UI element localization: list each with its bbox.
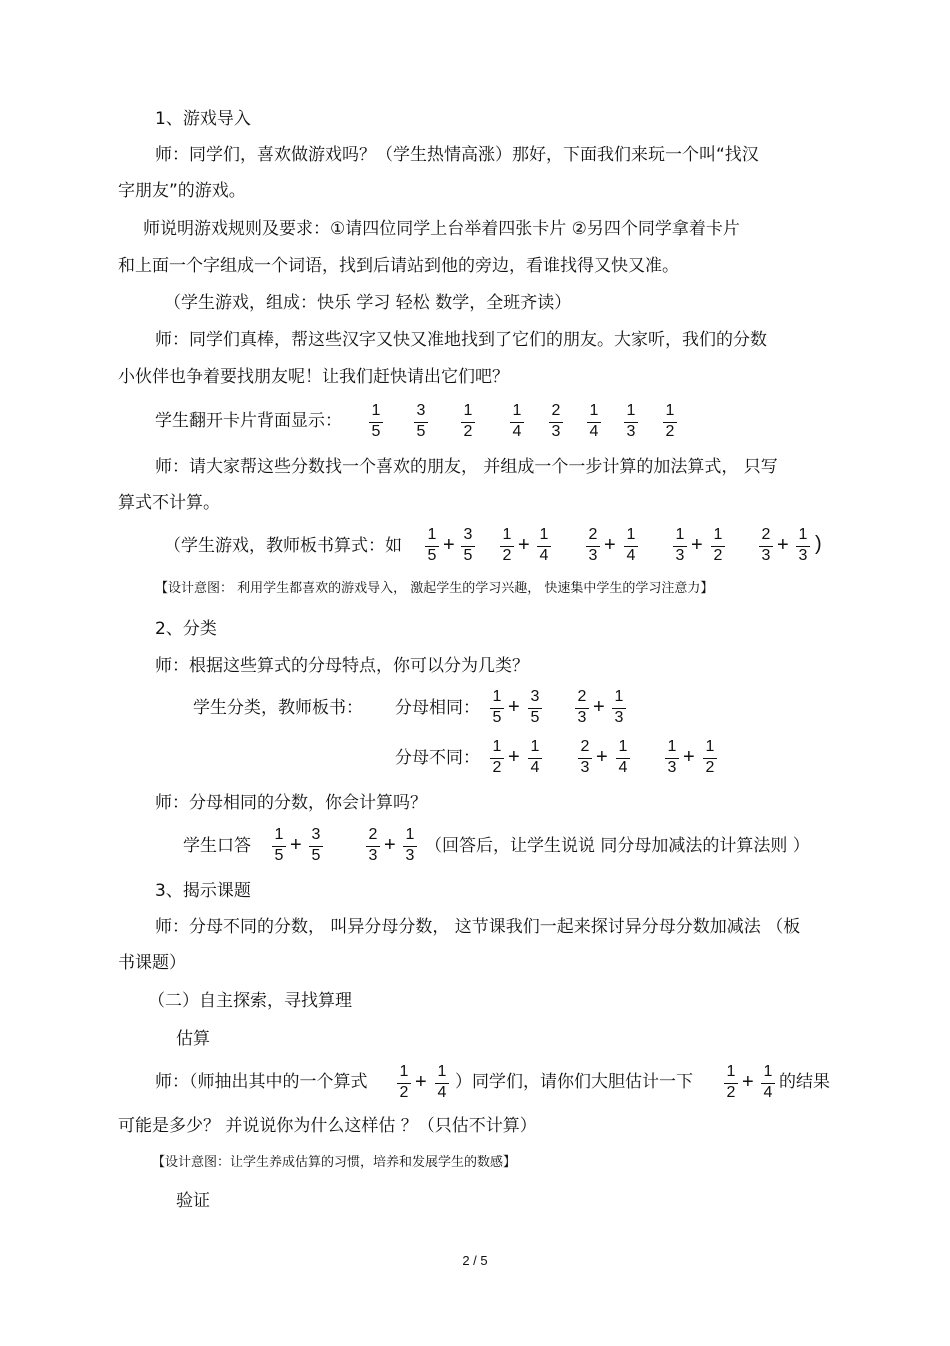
fraction-numerator: 1 — [530, 738, 540, 755]
fraction — [366, 402, 386, 442]
fraction — [534, 526, 554, 566]
fraction — [546, 402, 566, 442]
plus-sign: + — [596, 746, 608, 768]
fraction-numerator: 3 — [530, 688, 540, 705]
text-line: 验证 — [176, 1191, 210, 1211]
text-line: 分母相同： — [395, 698, 480, 718]
fraction — [583, 526, 603, 566]
page-number: 2 / 5 — [462, 1253, 488, 1268]
fraction — [662, 738, 682, 778]
text-line: （学生游戏，教师板书算式：如 — [164, 536, 402, 556]
fraction-numerator: 1 — [675, 526, 685, 543]
text-line: 字朋友”的游戏。 — [118, 181, 246, 201]
plus-sign: + — [384, 834, 396, 856]
fraction-denominator: 3 — [588, 547, 598, 564]
fraction — [394, 1063, 414, 1103]
fraction-numerator: 1 — [626, 526, 636, 543]
fraction-denominator: 2 — [713, 547, 723, 564]
fraction-denominator: 2 — [705, 759, 715, 776]
text-line: 师：（师抽出其中的一个算式 — [155, 1072, 368, 1092]
fraction-denominator: 3 — [761, 547, 771, 564]
text-line: 算式不计算。 — [118, 493, 220, 513]
fraction — [487, 688, 507, 728]
fraction-denominator: 4 — [512, 423, 522, 440]
fraction-denominator: 3 — [667, 759, 677, 776]
fraction-denominator: 4 — [539, 547, 549, 564]
plus-sign: + — [508, 746, 520, 768]
fraction-numerator: 1 — [626, 402, 636, 419]
plus-sign: + — [290, 834, 302, 856]
fraction-denominator: 3 — [675, 547, 685, 564]
fraction-denominator: 3 — [405, 847, 415, 864]
fraction-denominator: 5 — [530, 709, 540, 726]
text-line: 小伙伴也争着要找朋友呢！让我们赶快请出它们吧？ — [118, 367, 509, 387]
fraction-numerator: 1 — [437, 1063, 447, 1080]
text-line: 师：根据这些算式的分母特点，你可以分为几类？ — [155, 656, 529, 676]
fraction-numerator: 1 — [763, 1063, 773, 1080]
fraction — [756, 526, 776, 566]
text-line: 估算 — [176, 1029, 210, 1049]
fraction — [497, 526, 517, 566]
fraction-denominator: 2 — [492, 759, 502, 776]
fraction-denominator: 5 — [416, 423, 426, 440]
fraction-numerator: 2 — [577, 688, 587, 705]
fraction-denominator: 3 — [577, 709, 587, 726]
fraction-denominator: 2 — [726, 1084, 736, 1101]
plus-sign: + — [604, 534, 616, 556]
fraction — [400, 826, 420, 866]
plus-sign: + — [508, 696, 520, 718]
fraction — [609, 688, 629, 728]
fraction — [572, 688, 592, 728]
text-line: 学生翻开卡片背面显示： — [155, 411, 342, 431]
fraction-numerator: 1 — [399, 1063, 409, 1080]
fraction-numerator: 1 — [539, 526, 549, 543]
fraction — [708, 526, 728, 566]
fraction-numerator: 1 — [371, 402, 381, 419]
fraction-numerator: 1 — [427, 526, 437, 543]
fraction-numerator: 3 — [463, 526, 473, 543]
fraction-numerator: 2 — [588, 526, 598, 543]
fraction-denominator: 3 — [798, 547, 808, 564]
fraction — [411, 402, 431, 442]
fraction-numerator: 1 — [463, 402, 473, 419]
text-line: ）同学们，请你们大胆估计一下 — [455, 1072, 693, 1092]
fraction — [700, 738, 720, 778]
fraction-numerator: 1 — [667, 738, 677, 755]
fraction-denominator: 3 — [368, 847, 378, 864]
text-line: 学生分类，教师板书： — [193, 698, 363, 718]
plus-sign: + — [415, 1071, 427, 1093]
text-line: 师说明游戏规则及要求：①请四位同学上台举着四张卡片 ②另四个同学拿着卡片 — [143, 219, 740, 239]
fraction — [660, 402, 680, 442]
fraction — [670, 526, 690, 566]
plus-sign: + — [443, 534, 455, 556]
plus-sign: + — [518, 534, 530, 556]
text-line: 3、揭示课题 — [155, 881, 251, 901]
text-line: 师：同学们，喜欢做游戏吗？（学生热情高涨）那好，下面我们来玩一个叫“找汉 — [155, 145, 759, 165]
fraction-denominator: 2 — [502, 547, 512, 564]
plus-sign: + — [742, 1071, 754, 1093]
text-line: 1、游戏导入 — [155, 109, 251, 129]
fraction-numerator: 1 — [492, 738, 502, 755]
text-line: （学生游戏，组成：快乐 学习 轻松 数学，全班齐读） — [164, 293, 572, 313]
fraction-denominator: 3 — [614, 709, 624, 726]
fraction-denominator: 4 — [763, 1084, 773, 1101]
fraction — [458, 402, 478, 442]
fraction-denominator: 2 — [665, 423, 675, 440]
fraction — [458, 526, 478, 566]
fraction-numerator: 1 — [726, 1063, 736, 1080]
plus-sign: + — [691, 534, 703, 556]
fraction-numerator: 2 — [761, 526, 771, 543]
fraction — [575, 738, 595, 778]
fraction-numerator: 1 — [618, 738, 628, 755]
design-intent-note: 【设计意图： 利用学生都喜欢的游戏导入， 激起学生的学习兴趣， 快速集中学生的学习注意力】 — [155, 581, 714, 596]
text-line: 师：请大家帮这些分数找一个喜欢的朋友， 并组成一个一步计算的加法算式， 只写 — [155, 457, 778, 477]
fraction-denominator: 5 — [371, 423, 381, 440]
fraction-denominator: 4 — [530, 759, 540, 776]
fraction-numerator: 1 — [274, 826, 284, 843]
fraction — [584, 402, 604, 442]
fraction-numerator: 1 — [614, 688, 624, 705]
text-line: （回答后，让学生说说 同分母加减法的计算法则 ） — [425, 836, 810, 856]
fraction — [621, 402, 641, 442]
fraction — [621, 526, 641, 566]
fraction-numerator: 1 — [502, 526, 512, 543]
fraction — [613, 738, 633, 778]
fraction-denominator: 3 — [551, 423, 561, 440]
text-line: 可能是多少？ 并说说你为什么这样估 ？（只估不计算） — [118, 1116, 537, 1136]
plus-sign: + — [593, 696, 605, 718]
fraction — [758, 1063, 778, 1103]
fraction-denominator: 4 — [589, 423, 599, 440]
fraction-denominator: 5 — [311, 847, 321, 864]
fraction-numerator: 1 — [512, 402, 522, 419]
fraction — [525, 738, 545, 778]
fraction — [269, 826, 289, 866]
fraction-denominator: 3 — [626, 423, 636, 440]
fraction-denominator: 5 — [274, 847, 284, 864]
fraction-denominator: 2 — [399, 1084, 409, 1101]
text-line: 2、分类 — [155, 619, 217, 639]
fraction-numerator: 2 — [580, 738, 590, 755]
fraction-denominator: 5 — [427, 547, 437, 564]
text-line: 和上面一个字组成一个词语，找到后请站到他的旁边，看谁找得又快又准。 — [118, 256, 679, 276]
closing-paren: ) — [815, 533, 822, 555]
fraction — [422, 526, 442, 566]
fraction — [432, 1063, 452, 1103]
text-line: 师：同学们真棒，帮这些汉字又快又准地找到了它们的朋友。大家听，我们的分数 — [155, 330, 767, 350]
fraction-numerator: 2 — [368, 826, 378, 843]
fraction-numerator: 1 — [798, 526, 808, 543]
fraction-numerator: 3 — [416, 402, 426, 419]
fraction-denominator: 2 — [463, 423, 473, 440]
fraction — [306, 826, 326, 866]
text-line: 师：分母不同的分数， 叫异分母分数， 这节课我们一起来探讨异分母分数加减法 （板 — [155, 917, 801, 937]
fraction-denominator: 5 — [463, 547, 473, 564]
fraction-denominator: 3 — [580, 759, 590, 776]
text-line: 书课题） — [118, 953, 186, 973]
fraction-numerator: 1 — [405, 826, 415, 843]
text-line: 的结果 — [779, 1072, 830, 1092]
text-line: 师：分母相同的分数，你会计算吗？ — [155, 793, 427, 813]
design-intent-note: 【设计意图：让学生养成估算的习惯，培养和发展学生的数感】 — [152, 1155, 517, 1170]
text-line: 分母不同： — [395, 748, 480, 768]
fraction-denominator: 5 — [492, 709, 502, 726]
fraction — [721, 1063, 741, 1103]
fraction — [525, 688, 545, 728]
plus-sign: + — [683, 746, 695, 768]
fraction — [363, 826, 383, 866]
fraction-numerator: 1 — [705, 738, 715, 755]
fraction — [793, 526, 813, 566]
fraction — [487, 738, 507, 778]
fraction-denominator: 4 — [618, 759, 628, 776]
text-line: 学生口答 — [183, 836, 251, 856]
fraction-numerator: 3 — [311, 826, 321, 843]
plus-sign: + — [777, 534, 789, 556]
fraction-numerator: 1 — [589, 402, 599, 419]
fraction-numerator: 1 — [492, 688, 502, 705]
fraction-denominator: 4 — [437, 1084, 447, 1101]
fraction-numerator: 2 — [551, 402, 561, 419]
fraction-denominator: 4 — [626, 547, 636, 564]
text-line: （二）自主探索，寻找算理 — [148, 991, 352, 1011]
fraction — [507, 402, 527, 442]
fraction-numerator: 1 — [713, 526, 723, 543]
fraction-numerator: 1 — [665, 402, 675, 419]
